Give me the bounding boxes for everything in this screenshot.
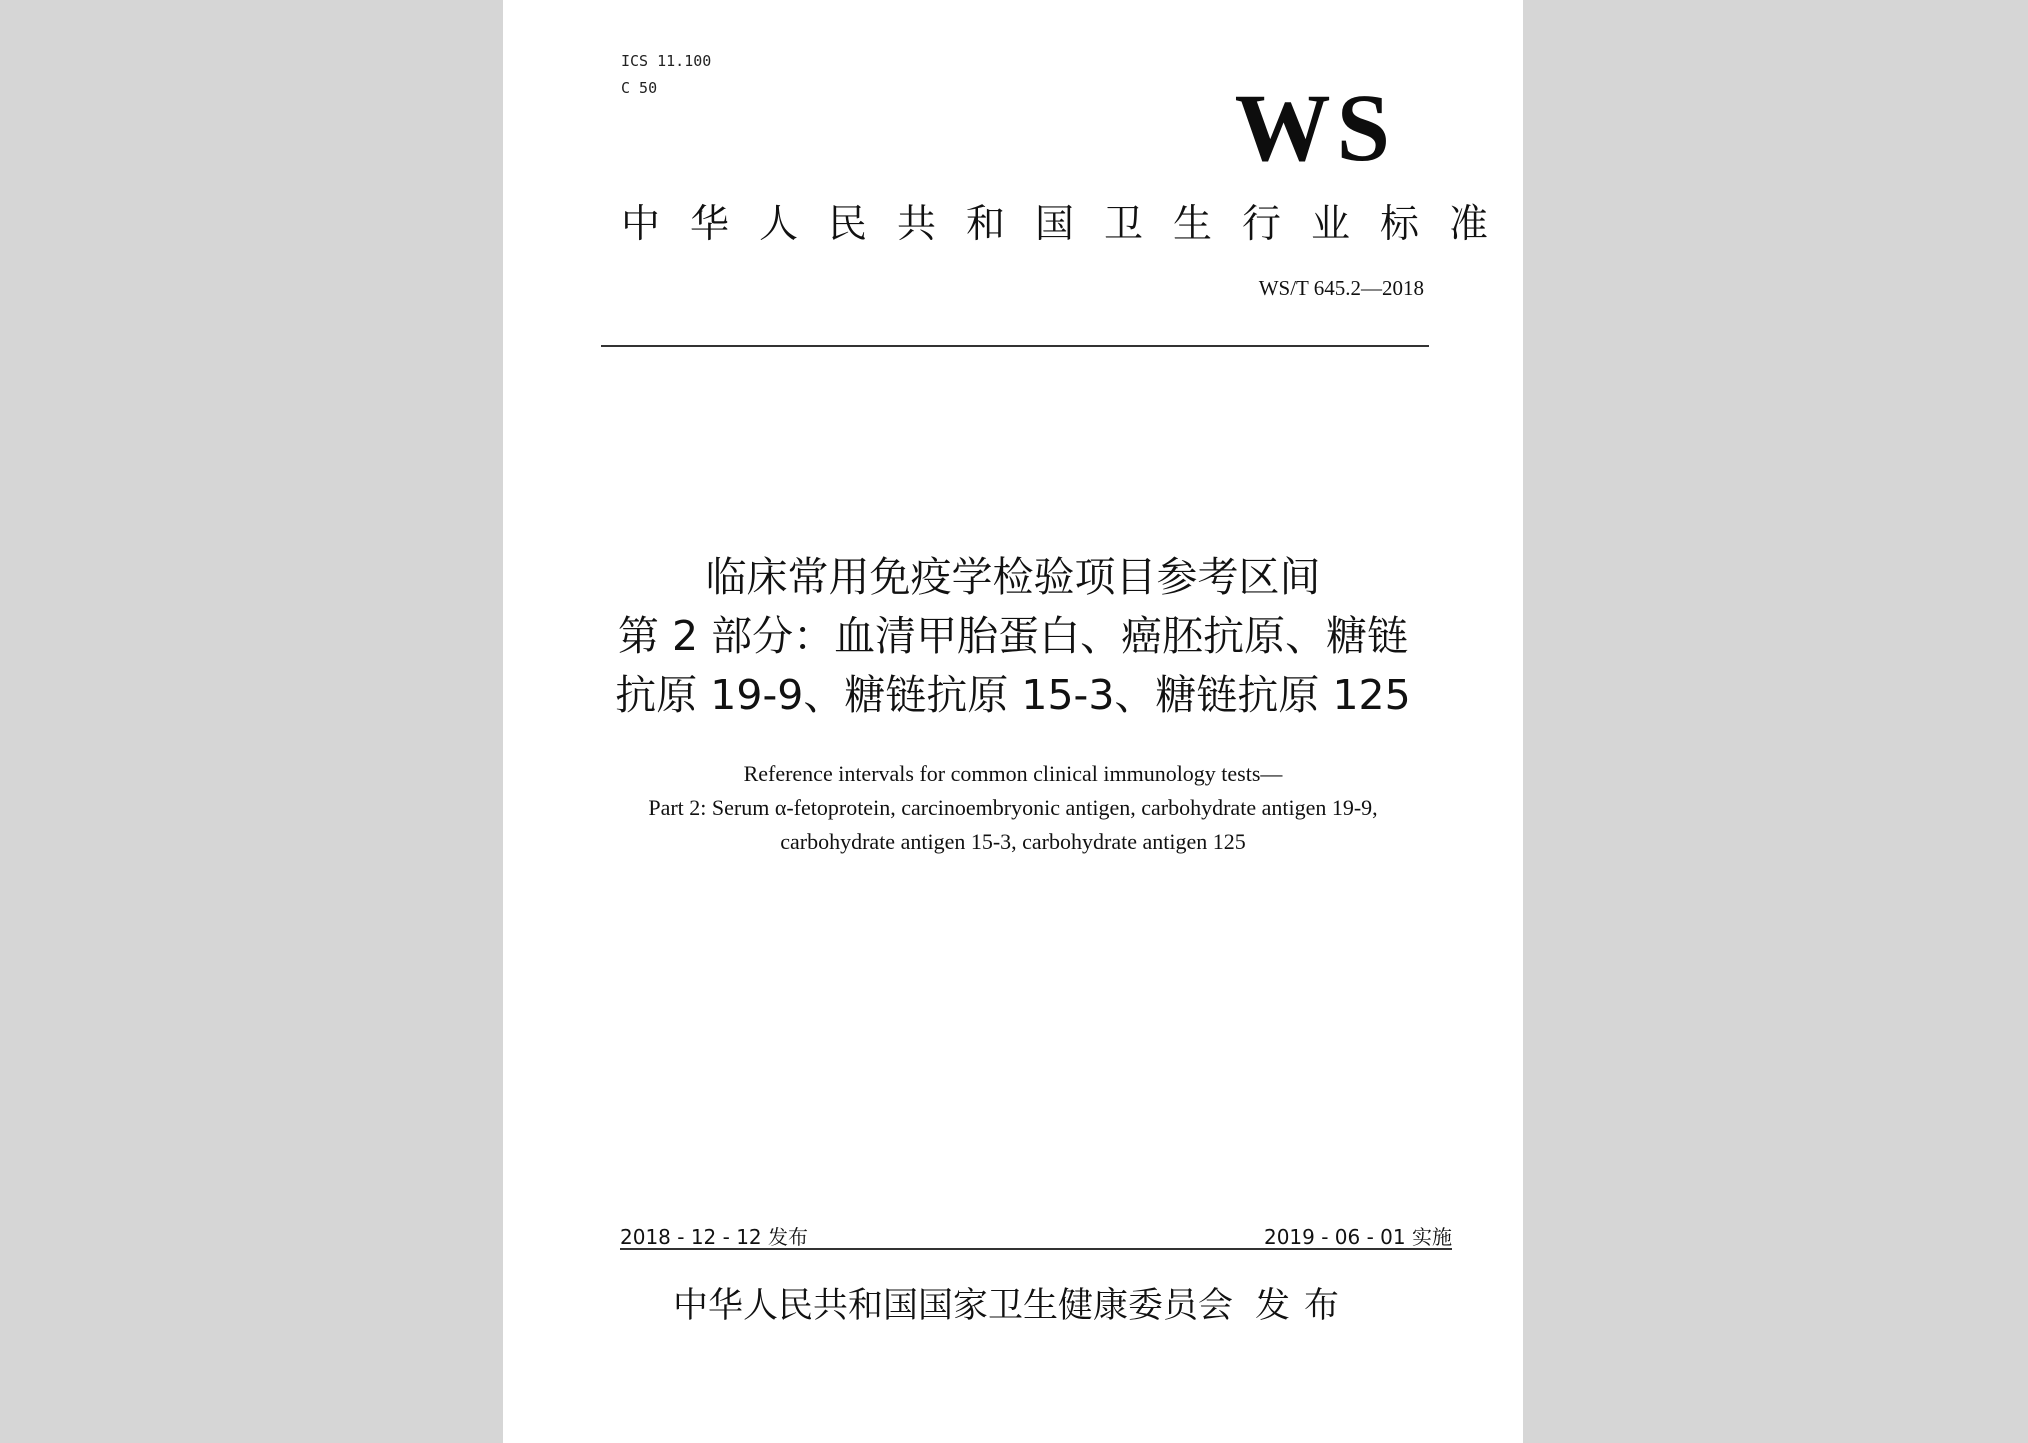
ics-code: ICS 11.100 (621, 52, 712, 70)
date-row (620, 1221, 1452, 1251)
standard-type-title: 中华人民共和国卫生行业标准 (621, 202, 1519, 247)
publisher-line (503, 1278, 1523, 1328)
english-title-line-3: carbohydrate antigen 15-3, carbohydrate antigen 125 (780, 829, 1246, 854)
chinese-title (503, 548, 1523, 725)
standard-number: WS/T 645.2—2018 (1258, 276, 1424, 300)
english-title-line-2: Part 2: Serum α-fetoprotein, carcinoembryonic antigen, carbohydrate antigen 19-9, (648, 795, 1378, 820)
footer-divider (620, 1248, 1452, 1250)
publisher-name: 中华人民共和国国家卫生健康委员会 (672, 1286, 1233, 1326)
ccs-code: C 50 (621, 79, 658, 97)
ws-logo: WS (1234, 74, 1396, 181)
standard-cover-page (503, 0, 1523, 1443)
classification-codes (621, 48, 711, 102)
publish-label: 发布 (1255, 1286, 1354, 1326)
release-date: 2018 - 12 - 12 发布 (620, 1225, 809, 1249)
english-title-line-1: Reference intervals for common clinical immunology tests— (743, 761, 1283, 786)
chinese-title-line-1: 临床常用免疫学检验项目参考区间 (705, 553, 1321, 601)
implementation-date: 2019 - 06 - 01 实施 (1263, 1225, 1452, 1249)
english-title (503, 757, 1523, 859)
header-divider (601, 345, 1429, 347)
chinese-title-line-3: 抗原 19-9、糖链抗原 15-3、糖链抗原 125 (615, 671, 1411, 719)
chinese-title-line-2: 第 2 部分：血清甲胎蛋白、癌胚抗原、糖链 (617, 612, 1409, 660)
